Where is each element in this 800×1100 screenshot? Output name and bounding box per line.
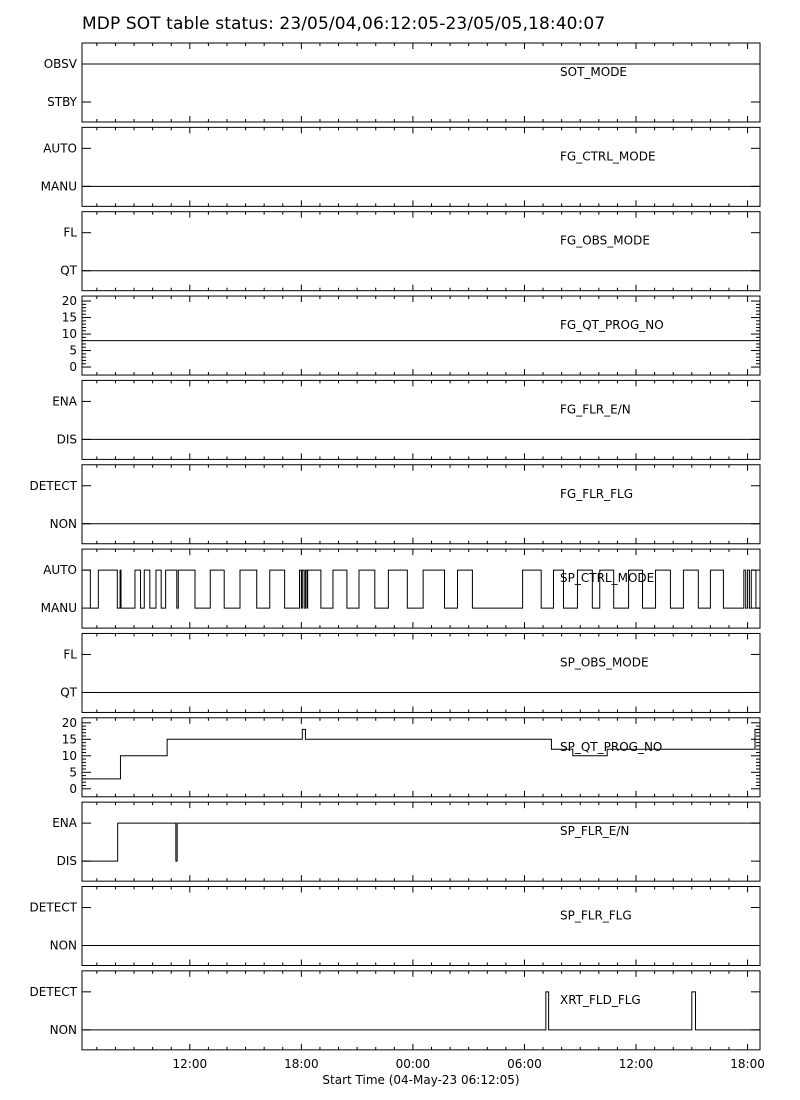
series-label: SP_FLR_E/N: [560, 824, 630, 839]
panel-frame: [82, 549, 760, 628]
panel-frame: [82, 127, 760, 206]
panel-sp-ctrl-mode: [41, 549, 760, 628]
panel-frame: [82, 971, 760, 1050]
series-label: FG_OBS_MODE: [560, 233, 650, 248]
y-tick-label: 10: [61, 327, 77, 342]
series-label: SP_OBS_MODE: [560, 655, 649, 670]
page-title: MDP SOT table status: 23/05/04,06:12:05-23/05/05,18:40:07: [82, 14, 606, 34]
panel-fg-ctrl-mode: [41, 127, 760, 206]
panel-xrt-fld-flg: [30, 971, 765, 1087]
y-tick-label: 5: [69, 765, 77, 780]
x-tick-label: 00:00: [395, 1056, 431, 1071]
y-tick-label: QT: [60, 263, 77, 278]
panel-fg-qt-prog-no: [62, 294, 760, 375]
y-tick-label: DIS: [56, 432, 77, 447]
panel-frame: [82, 633, 760, 712]
series-label: SP_QT_PROG_NO: [560, 739, 663, 754]
y-tick-label: 15: [61, 732, 77, 747]
x-tick-label: 12:00: [172, 1056, 208, 1071]
y-tick-label: FL: [63, 647, 77, 662]
series-label: XRT_FLD_FLG: [560, 992, 641, 1007]
y-tick-label: DETECT: [29, 478, 77, 493]
y-tick-label: DETECT: [29, 900, 77, 915]
panel-frame: [82, 380, 760, 459]
series-label: FG_CTRL_MODE: [560, 149, 656, 164]
panel-sp-qt-prog-no: [62, 716, 760, 797]
panel-sot-mode: [44, 43, 760, 122]
y-tick-label: 10: [61, 748, 77, 763]
panel-frame: [82, 43, 760, 122]
y-tick-label: 5: [69, 343, 77, 358]
y-tick-label: NON: [49, 938, 77, 953]
panel-frame: [82, 718, 760, 797]
y-tick-label: 15: [61, 310, 77, 325]
y-tick-label: ENA: [52, 816, 77, 831]
series-label: FG_FLR_FLG: [560, 486, 634, 501]
y-tick-label: NON: [49, 1022, 77, 1037]
y-tick-label: STBY: [47, 95, 77, 109]
panel-fg-obs-mode: [60, 212, 760, 291]
series-line: [82, 823, 760, 861]
panel-sp-flr-flg: [30, 887, 760, 966]
panel-sp-obs-mode: [60, 633, 760, 712]
panel-frame: [82, 802, 760, 881]
series-label: FG_QT_PROG_NO: [560, 318, 664, 333]
series-line: [82, 570, 760, 608]
x-tick-label: 18:00: [730, 1056, 765, 1071]
y-tick-label: AUTO: [43, 141, 77, 156]
series-label: SP_FLR_FLG: [560, 908, 632, 923]
y-tick-label: OBSV: [43, 57, 77, 71]
panel-frame: [82, 465, 760, 544]
y-tick-label: DETECT: [29, 984, 77, 999]
y-tick-label: MANU: [40, 601, 77, 616]
y-tick-label: FL: [63, 225, 77, 240]
y-tick-label: QT: [60, 685, 77, 700]
series-line: [82, 992, 760, 1030]
series-label: SP_CTRL_MODE: [560, 571, 655, 586]
y-tick-label: 20: [61, 294, 77, 309]
y-tick-label: ENA: [52, 394, 77, 409]
x-tick-label: 06:00: [507, 1056, 542, 1071]
y-tick-label: MANU: [40, 179, 77, 194]
panel-frame: [82, 887, 760, 966]
x-axis-label: Start Time (04-May-23 06:12:05): [322, 1072, 520, 1087]
panel-frame: [82, 296, 760, 375]
series-label: FG_FLR_E/N: [560, 402, 631, 417]
y-tick-label: 0: [69, 781, 77, 796]
series-line: [82, 729, 760, 779]
y-tick-label: DIS: [56, 854, 77, 869]
y-tick-label: NON: [49, 516, 77, 531]
panel-fg-flr-e-n: [52, 380, 760, 459]
x-tick-label: 12:00: [618, 1056, 654, 1071]
panel-sp-flr-e-n: [52, 802, 760, 881]
x-tick-label: 18:00: [284, 1056, 319, 1071]
y-tick-label: 0: [69, 360, 77, 375]
series-label: SOT_MODE: [560, 65, 628, 79]
y-tick-label: AUTO: [43, 563, 77, 578]
y-tick-label: 20: [61, 715, 77, 730]
panel-fg-flr-flg: [30, 465, 760, 544]
panel-frame: [82, 212, 760, 291]
